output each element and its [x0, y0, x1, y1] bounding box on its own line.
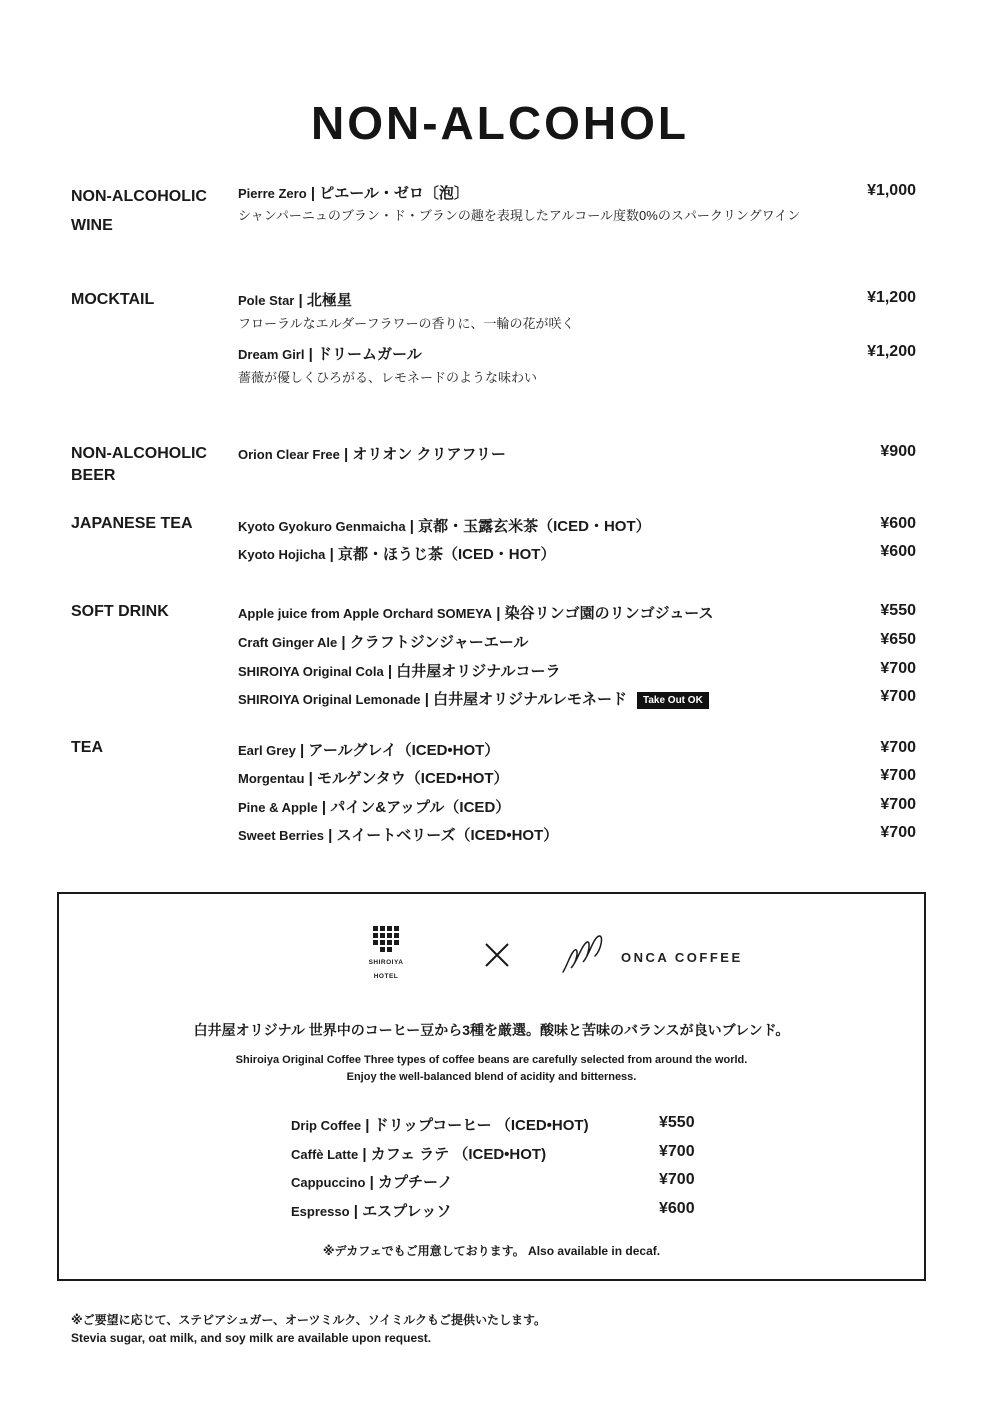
- menu-item-name: Apple juice from Apple Orchard SOMEYA | 染谷リンゴ園のリンゴジュース: [238, 605, 714, 622]
- coffee-item-name: Caffè Latte | カフェ ラテ （ICED•HOT): [291, 1146, 547, 1163]
- item-name-en: SHIROIYA Original Cola: [238, 664, 384, 679]
- item-name-en: Kyoto Hojicha: [238, 547, 326, 562]
- category-line: SOFT DRINK: [71, 603, 169, 620]
- item-name-jp: 京都・ほうじ茶（ICED・HOT）: [337, 546, 556, 563]
- coffee-name-jp: ドリップコーヒー （ICED•HOT): [373, 1117, 589, 1134]
- coffee-item-name: Espresso | エスプレッソ: [291, 1203, 452, 1220]
- item-name-en: Dream Girl: [238, 347, 305, 362]
- hotel-logo-line: SHIROIYA: [368, 959, 404, 966]
- onca-swirl-icon: [561, 932, 607, 976]
- item-name-en: Apple juice from Apple Orchard SOMEYA: [238, 606, 493, 621]
- item-name-en: Kyoto Gyokuro Genmaicha: [238, 519, 406, 534]
- category-non-alcoholic-wine: [71, 182, 207, 240]
- menu-item-name: Kyoto Gyokuro Genmaicha | 京都・玉露玄米茶（ICED・HOT）: [238, 518, 651, 535]
- collab-en-line: Shiroiya Original Coffee Three types of coffee beans are carefully selected from around the world.: [235, 1054, 748, 1066]
- category-soft-drink: [71, 603, 169, 621]
- coffee-name-en: Espresso: [291, 1204, 350, 1219]
- menu-item-price: ¥550: [880, 602, 916, 619]
- category-non-alcoholic-beer: [71, 443, 207, 487]
- coffee-item-name: Cappuccino | カプチーノ: [291, 1174, 453, 1191]
- item-name-en: SHIROIYA Original Lemonade: [238, 692, 421, 707]
- menu-item-price: ¥900: [880, 443, 916, 460]
- menu-item-name: Morgentau | モルゲンタウ（ICED•HOT）: [238, 770, 509, 787]
- collab-en-line: Enjoy the well-balanced blend of acidity and bitterness.: [346, 1071, 637, 1083]
- coffee-item-name: Drip Coffee | ドリップコーヒー （ICED•HOT): [291, 1117, 589, 1134]
- footnote-en: Stevia sugar, oat milk, and soy milk are available upon request.: [71, 1331, 432, 1345]
- menu-item-price: ¥700: [880, 660, 916, 677]
- category-line: MOCKTAIL: [71, 291, 155, 308]
- hotel-grid-icon: [373, 926, 399, 952]
- menu-item-name: SHIROIYA Original Cola | 白井屋オリジナルコーラ: [238, 663, 561, 680]
- menu-item-price: ¥600: [880, 515, 916, 532]
- menu-item-name: Orion Clear Free | オリオン クリアフリー: [238, 446, 506, 463]
- takeout-badge: Take Out OK: [637, 692, 709, 709]
- menu-item-price: ¥700: [880, 688, 916, 705]
- coffee-name-en: Cappuccino: [291, 1175, 366, 1190]
- menu-item-name: Pine & Apple | パイン&アップル（ICED）: [238, 799, 511, 816]
- menu-item-name: SHIROIYA Original Lemonade | 白井屋オリジナルレモネード Take Out OK: [238, 688, 709, 709]
- item-name-jp: ドリームガール: [317, 346, 422, 363]
- category-line: NON-ALCOHOLIC: [71, 445, 207, 462]
- item-name-en: Pierre Zero: [238, 186, 307, 201]
- onca-coffee-brand: ONCA COFFEE: [621, 950, 743, 965]
- menu-item-name: Craft Ginger Ale | クラフトジンジャーエール: [238, 634, 529, 651]
- item-name-jp: クラフトジンジャーエール: [349, 634, 529, 651]
- menu-item-price: ¥600: [880, 543, 916, 560]
- coffee-item-price: ¥600: [659, 1200, 695, 1217]
- item-name-jp: オリオン クリアフリー: [352, 446, 506, 463]
- menu-item-name: Pole Star | 北極星: [238, 292, 352, 309]
- menu-item-price: ¥650: [880, 631, 916, 648]
- item-name-jp: 京都・玉露玄米茶（ICED・HOT）: [418, 518, 651, 535]
- menu-item-price: ¥700: [880, 739, 916, 756]
- menu-item-price: ¥700: [880, 796, 916, 813]
- coffee-name-jp: カプチーノ: [377, 1174, 453, 1191]
- menu-item-name: Pierre Zero | ピエール・ゼロ〔泡〕: [238, 185, 469, 202]
- category-line: NON-ALCOHOLIC: [71, 188, 207, 205]
- item-name-en: Morgentau: [238, 771, 305, 786]
- hotel-logo-line: HOTEL: [373, 973, 399, 980]
- category-japanese-tea: [71, 515, 193, 533]
- menu-item-description: シャンパーニュのブラン・ド・ブランの趣を表現したアルコール度数0%のスパークリングワイン: [238, 208, 801, 223]
- item-name-en: Earl Grey: [238, 743, 296, 758]
- item-name-en: Sweet Berries: [238, 828, 324, 843]
- menu-item-name: Dream Girl | ドリームガール: [238, 346, 422, 363]
- footnote-jp: ※ご要望に応じて、ステビアシュガー、オーツミルク、ソイミルクもご提供いたします。: [71, 1313, 546, 1327]
- coffee-item-price: ¥700: [659, 1143, 695, 1160]
- menu-item-price: ¥1,200: [867, 289, 916, 306]
- page-title: NON-ALCOHOL: [311, 97, 689, 149]
- item-name-en: Craft Ginger Ale: [238, 635, 338, 650]
- category-tea: [71, 739, 103, 757]
- coffee-name-jp: カフェ ラテ （ICED•HOT): [370, 1146, 547, 1163]
- collab-en-text: [59, 1052, 924, 1086]
- coffee-item-price: ¥550: [659, 1114, 695, 1131]
- coffee-name-jp: エスプレッソ: [362, 1203, 452, 1220]
- decaf-note: ※デカフェでもご用意しております。 Also available in decaf.: [322, 1244, 661, 1258]
- category-line: TEA: [71, 739, 103, 756]
- coffee-name-en: Drip Coffee: [291, 1118, 362, 1133]
- menu-item-name: Sweet Berries | スイートベリーズ（ICED•HOT）: [238, 827, 559, 844]
- collab-jp-text: 白井屋オリジナル 世界中のコーヒー豆から3種を厳選。酸味と苦味のバランスが良いブレンド。: [193, 1022, 790, 1038]
- shiroiya-hotel-logo: [361, 926, 411, 984]
- item-name-jp: ピエール・ゼロ〔泡〕: [319, 185, 469, 202]
- menu-item-price: ¥1,200: [867, 343, 916, 360]
- menu-item-description: 薔薇が優しくひろがる、レモネードのような味わい: [238, 370, 538, 385]
- item-name-jp: 白井屋オリジナルレモネード: [433, 691, 627, 708]
- close-times-icon: [484, 942, 510, 968]
- category-line: BEER: [71, 467, 116, 484]
- coffee-collab-box: [57, 892, 926, 1281]
- menu-item-name: Earl Grey | アールグレイ（ICED•HOT）: [238, 742, 500, 759]
- coffee-item-price: ¥700: [659, 1171, 695, 1188]
- item-name-jp: 北極星: [306, 292, 352, 309]
- menu-item-name: Kyoto Hojicha | 京都・ほうじ茶（ICED・HOT）: [238, 546, 556, 563]
- category-line: JAPANESE TEA: [71, 515, 193, 532]
- item-name-jp: パイン&アップル（ICED）: [330, 799, 511, 816]
- category-mocktail: [71, 291, 154, 309]
- item-name-en: Pine & Apple: [238, 800, 318, 815]
- coffee-name-en: Caffè Latte: [291, 1147, 359, 1162]
- category-line: WINE: [71, 217, 113, 234]
- item-name-en: Orion Clear Free: [238, 447, 340, 462]
- menu-item-price: ¥1,000: [867, 182, 916, 199]
- item-name-en: Pole Star: [238, 293, 295, 308]
- menu-item-price: ¥700: [880, 767, 916, 784]
- item-name-jp: 染谷リンゴ園のリンゴジュース: [504, 605, 714, 622]
- menu-item-description: フローラルなエルダーフラワーの香りに、一輪の花が咲く: [238, 316, 575, 331]
- item-name-jp: スイートベリーズ（ICED•HOT）: [336, 827, 559, 844]
- menu-item-price: ¥700: [880, 824, 916, 841]
- item-name-jp: モルゲンタウ（ICED•HOT）: [317, 770, 509, 787]
- item-name-jp: 白井屋オリジナルコーラ: [396, 663, 561, 680]
- item-name-jp: アールグレイ（ICED•HOT）: [308, 742, 500, 759]
